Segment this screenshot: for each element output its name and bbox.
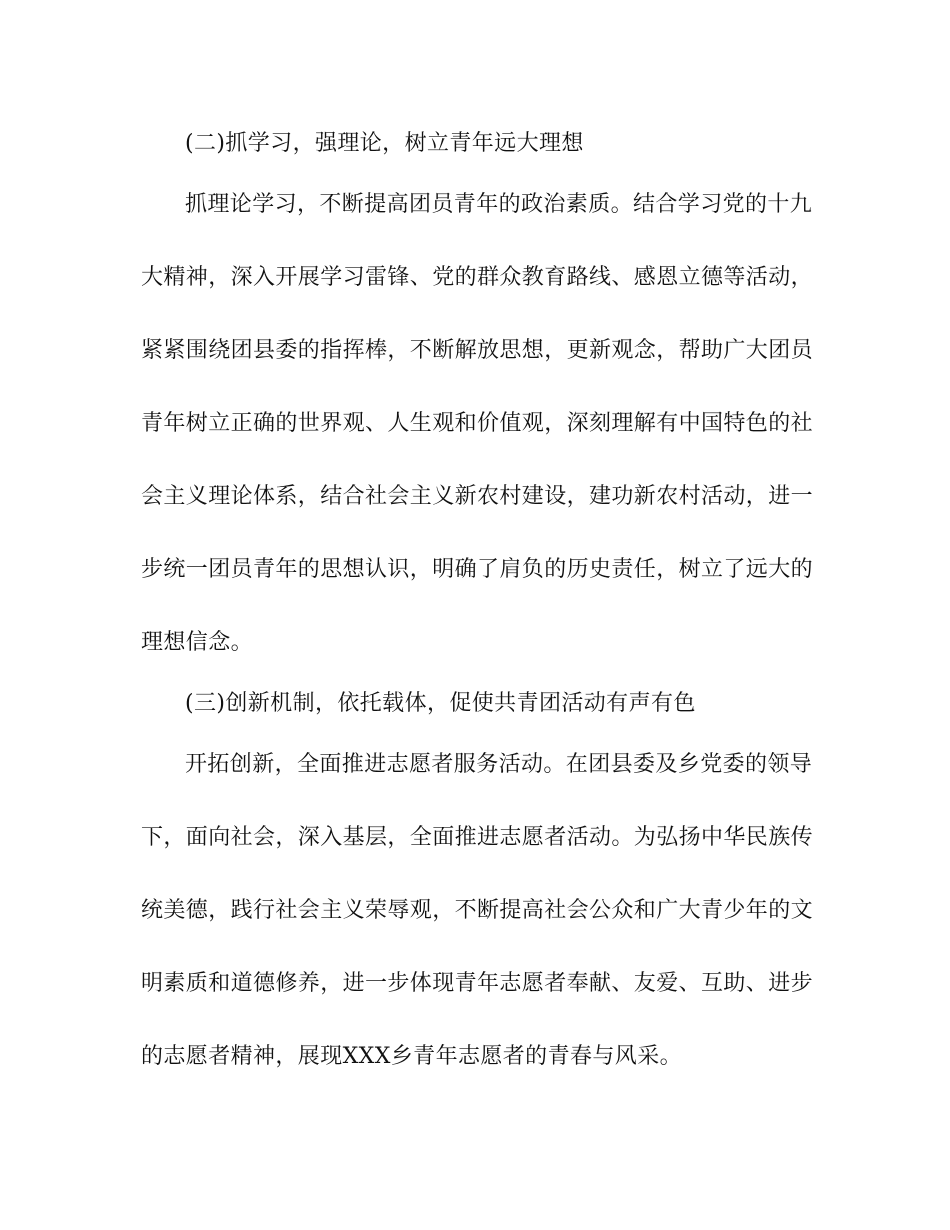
section-heading-3: (三)创新机制，依托载体，促使共青团活动有声有色	[185, 691, 696, 716]
section-heading-2: (二)抓学习，强理论，树立青年远大理想	[185, 131, 584, 156]
paragraph-1-line-3: 紧紧围绕团县委的指挥棒，不断解放思想，更新观念，帮助广大团员	[141, 338, 814, 363]
paragraph-1-line-7: 理想信念。	[141, 630, 254, 655]
paragraph-2-line-1: 开拓创新，全面推进志愿者服务活动。在团县委及乡党委的领导	[185, 752, 813, 777]
paragraph-1-line-6: 步统一团员青年的思想认识，明确了肩负的历史责任，树立了远大的	[141, 557, 814, 582]
paragraph-1-line-1: 抓理论学习，不断提高团员青年的政治素质。结合学习党的十九	[185, 192, 813, 217]
paragraph-2-line-5: 的志愿者精神，展现XXX乡青年志愿者的青春与风采。	[141, 1044, 682, 1069]
paragraph-1-line-2: 大精神，深入开展学习雷锋、党的群众教育路线、感恩立德等活动，	[141, 265, 814, 290]
paragraph-1-line-5: 会主义理论体系，结合社会主义新农村建设，建功新农村活动，进一	[141, 484, 814, 509]
paragraph-2-line-3: 统美德，践行社会主义荣辱观，不断提高社会公众和广大青少年的文	[141, 898, 814, 923]
paragraph-2-line-2: 下，面向社会，深入基层，全面推进志愿者活动。为弘扬中华民族传	[141, 825, 814, 850]
paragraph-2-line-4: 明素质和道德修养，进一步体现青年志愿者奉献、友爱、互助、进步	[141, 971, 814, 996]
paragraph-1-line-4: 青年树立正确的世界观、人生观和价值观，深刻理解有中国特色的社	[141, 411, 814, 436]
